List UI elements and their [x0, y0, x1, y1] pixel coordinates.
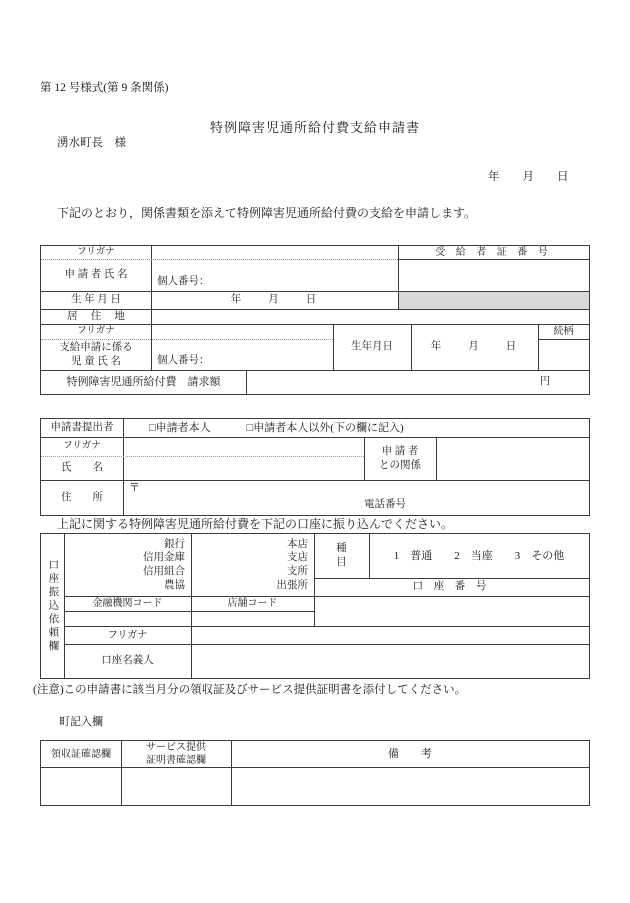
- service-cert-check-field[interactable]: [121, 767, 231, 805]
- personal-number-label: 個人番号：: [157, 276, 210, 288]
- applicant-furigana-field[interactable]: [151, 246, 398, 259]
- form-number: 第 12 号様式(第 9 条関係): [40, 82, 169, 94]
- checkbox-option-self[interactable]: □申請者本人: [149, 421, 211, 434]
- submitter-options: [123, 419, 589, 437]
- phone-label: 電話番号: [364, 499, 406, 510]
- applicant-name-label: 申 請 者 氏 名: [64, 269, 128, 281]
- submitter-name-field[interactable]: [123, 456, 364, 480]
- date-line: 年 月 日: [488, 171, 569, 183]
- addressee: 湧水町長 様: [57, 137, 126, 149]
- receipt-check-label: 領収証確認欄: [51, 748, 111, 760]
- applicant-table: [40, 245, 590, 395]
- account-type-options[interactable]: 1 普通 2 当座 3 その他: [393, 549, 565, 562]
- relation-field[interactable]: [436, 437, 589, 480]
- claim-amount-field[interactable]: [246, 370, 546, 394]
- intro-text: 下記のとおり，関係書類を添えて特例障害児通所給付費の支給を申請します。: [57, 206, 477, 220]
- applicant-furigana-label: フリガナ: [77, 247, 115, 258]
- recipient-cert-field[interactable]: [398, 259, 589, 291]
- branch-code-label: 店舗コード: [227, 598, 278, 609]
- address-label: 住 所: [61, 491, 103, 503]
- remarks-field[interactable]: [231, 767, 589, 805]
- office-section-title: 町記入欄: [59, 716, 103, 728]
- relationship-label: 続柄: [553, 326, 574, 337]
- child-personal-number-label: 個人番号：: [157, 355, 210, 367]
- submitter-furigana-field[interactable]: [123, 437, 364, 456]
- bank-furigana-field[interactable]: [191, 626, 589, 644]
- yen-label: 円: [539, 376, 551, 388]
- checkbox-option-other[interactable]: □申請者本人以外(下の欄に記入): [246, 421, 404, 434]
- birth-date-label: 生 年 月 日: [71, 294, 121, 306]
- branch-code-field[interactable]: [191, 611, 314, 626]
- attachment-note: (注意)この申請書に該当月分の領収証及びサービス提供証明書を添付してください。: [33, 684, 467, 696]
- relationship-field[interactable]: [538, 339, 589, 370]
- child-birth-label: 生年月日: [351, 341, 393, 353]
- bank-code-label: 金融機関コード: [92, 598, 163, 609]
- postal-mark: 〒: [129, 482, 140, 494]
- address-field[interactable]: [123, 480, 589, 515]
- claim-label: 特例障害児通所給付費 請求額: [66, 375, 221, 388]
- shaded-cell: [398, 291, 589, 309]
- office-use-table: [40, 740, 590, 806]
- remarks-label: 備 考: [388, 747, 432, 760]
- birth-date-field[interactable]: 年 月 日: [230, 294, 319, 306]
- residence-label: 居 住 地: [67, 310, 125, 322]
- account-holder-field[interactable]: [191, 644, 589, 678]
- bank-section-label: 口座振込依頼欄: [47, 558, 59, 654]
- bank-furigana-label: フリガナ: [107, 629, 148, 641]
- child-birth-field[interactable]: 年 月 日: [430, 341, 519, 353]
- receipt-check-field[interactable]: [41, 767, 121, 805]
- submitter-name-label: 氏 名: [61, 462, 103, 474]
- page-title: 特例障害児通所給付費支給申請書: [209, 120, 420, 135]
- relation-to-applicant-label: 申 請 者 との関係: [379, 445, 421, 471]
- account-number-label: 口 座 番 号: [412, 581, 491, 593]
- child-furigana-field[interactable]: [151, 324, 333, 339]
- branch-type-list: 本店 支店 支所 出張所: [276, 538, 308, 591]
- submitter-table: [40, 418, 590, 516]
- residence-field[interactable]: [151, 309, 589, 324]
- submitter-furigana-label: フリガナ: [63, 441, 101, 452]
- child-furigana-label: フリガナ: [77, 326, 115, 337]
- bank-code-field[interactable]: [64, 611, 191, 626]
- service-cert-check-label: サービス提供 証明書確認欄: [146, 742, 206, 766]
- account-holder-label: 口座名義人: [101, 655, 154, 667]
- transfer-note: 上記に関する特例障害児通所給付費を下記の口座に振り込んでください。: [57, 517, 454, 531]
- bank-transfer-table: [40, 533, 590, 679]
- child-name-label: 支給申請に係る 児 童 氏 名: [59, 341, 133, 367]
- submitter-label: 申請書提出者: [50, 422, 114, 434]
- account-number-field[interactable]: [314, 596, 589, 626]
- bank-type-list: 銀行 信用金庫 信用組合 農協: [143, 538, 185, 591]
- account-type-label: 種 目: [336, 543, 347, 568]
- recipient-cert-label: 受 給 者 証 番 号: [435, 247, 552, 258]
